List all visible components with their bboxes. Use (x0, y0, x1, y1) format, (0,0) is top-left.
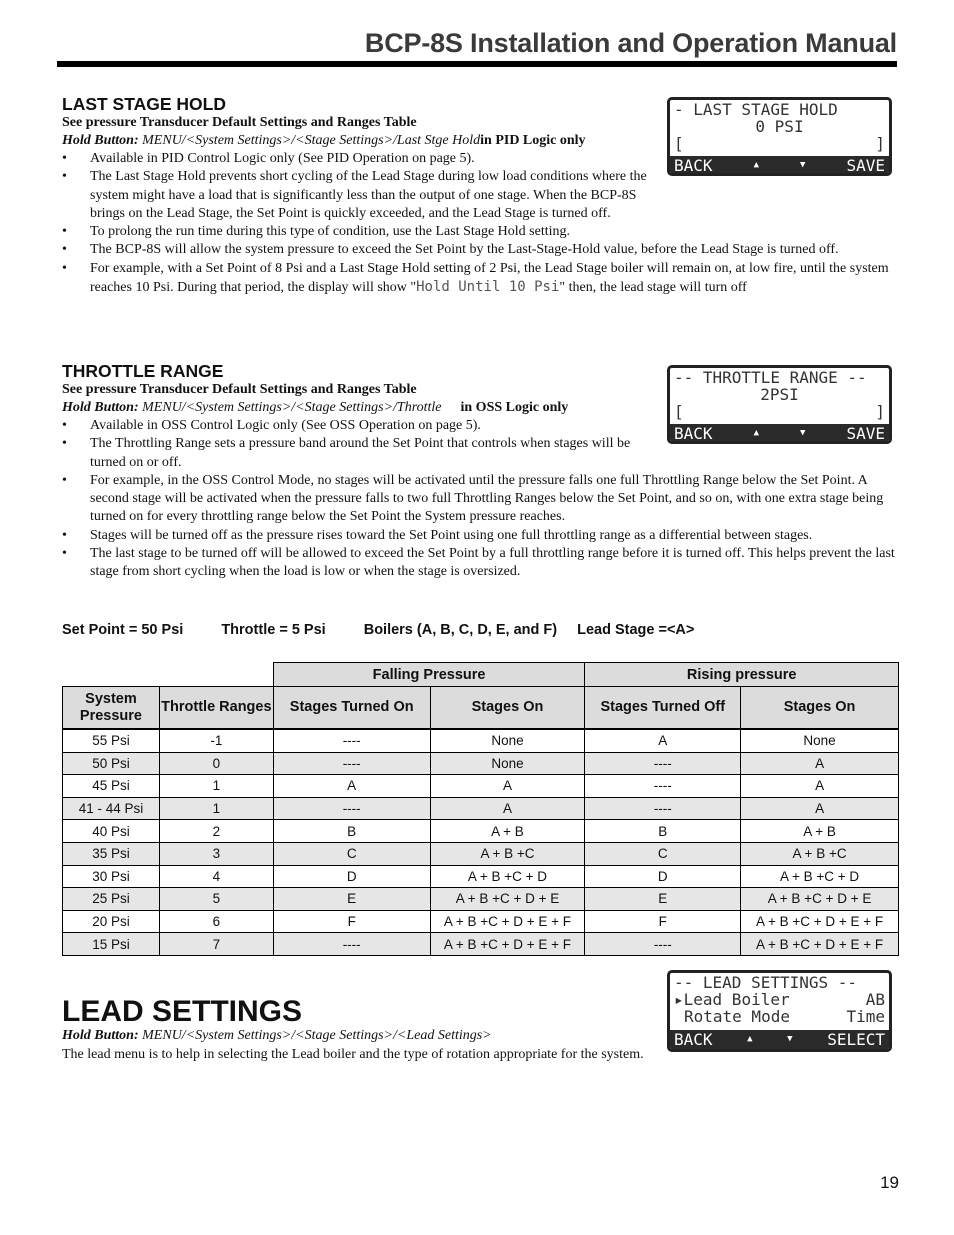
hold-label: Hold Button: (62, 133, 139, 148)
throttle-label: Throttle = 5 Psi (221, 622, 326, 638)
table-cell: A + B +C + D + E + F (741, 933, 899, 956)
table-cell: 6 (159, 910, 273, 933)
list-item: • The BCP-8S will allow the system pressure to exceed the Set Point by the Last-Stage-Hold value, before the Lead Stage is turned off. (62, 241, 898, 259)
table-cell: A + B (741, 820, 899, 843)
table-row (63, 842, 899, 865)
lcd-lead-boiler-label: Lead Boiler (683, 990, 790, 1009)
lcd-bracket-left: [ (674, 134, 684, 153)
header-rule (57, 61, 897, 67)
lcd-back-key[interactable]: BACK (674, 156, 713, 175)
example-post: " then, the lead stage will turn off (559, 280, 747, 296)
table-cell: 20 Psi (63, 910, 160, 933)
throttle-range-see-table: See pressure Transducer Default Settings and Ranges Table (62, 382, 417, 397)
table-cell: 15 Psi (63, 933, 160, 956)
table-body (63, 729, 899, 955)
lcd-line-1: - LAST STAGE HOLD (674, 100, 838, 119)
pointer-icon: ▸ (674, 990, 684, 1009)
table-cell: 25 Psi (63, 888, 160, 911)
down-arrow-icon[interactable]: ▼ (800, 428, 806, 438)
table-row (63, 933, 899, 956)
table-cell: A + B +C + D (741, 865, 899, 888)
falling-pressure-header: Falling Pressure (273, 663, 585, 687)
throttle-range-lcd (667, 365, 892, 444)
lcd-bracket-right: ] (875, 402, 885, 421)
table-cell: F (585, 910, 741, 933)
lcd-rotate-mode-value: Time (846, 1007, 885, 1026)
throttle-range-heading: THROTTLE RANGE (62, 361, 224, 381)
lcd-select-key[interactable]: SELECT (827, 1030, 885, 1049)
hold-label: Hold Button: (62, 1028, 139, 1043)
rising-pressure-header: Rising pressure (585, 663, 899, 687)
table-row (63, 775, 899, 798)
table-cell: None (430, 752, 585, 775)
down-arrow-icon[interactable]: ▼ (787, 1034, 793, 1044)
last-stage-hold-heading: LAST STAGE HOLD (62, 94, 226, 114)
table-cell: 4 (159, 865, 273, 888)
list-item: • To prolong the run time during this type of condition, use the Last Stage Hold setting. (62, 223, 898, 241)
up-arrow-icon[interactable]: ▲ (753, 160, 759, 170)
list-item (62, 435, 650, 472)
table-cell: A + B +C + D + E (741, 888, 899, 911)
bullet-text: The Throttling Range sets a pressure band around the Set Point that controls when stages will be turned on or off. (90, 436, 631, 470)
lcd-line-2: 0 PSI (755, 117, 804, 136)
table-row (63, 820, 899, 843)
staging-table (62, 662, 899, 956)
lcd-bracket-left: [ (674, 402, 684, 421)
table-cell: A + B +C + D + E + F (741, 910, 899, 933)
table-cell: ---- (585, 775, 741, 798)
table-cell: A + B +C + D (430, 865, 585, 888)
list-item: • Available in OSS Control Logic only (See OSS Operation on page 5). (62, 417, 898, 435)
hold-path: MENU/<System Settings>/<Stage Settings>/Throttle (138, 400, 442, 415)
table-cell: ---- (273, 797, 430, 820)
table-cell: A + B +C + D + E (430, 888, 585, 911)
lcd-bracket-row (670, 135, 889, 152)
lcd-line-2: 2PSI (760, 385, 799, 404)
lead-settings-body (62, 1027, 652, 1064)
lead-settings-lcd (667, 970, 892, 1052)
table-cell: 3 (159, 842, 273, 865)
table-cell: 50 Psi (63, 752, 160, 775)
lcd-lead-boiler-value: AB (865, 990, 885, 1009)
table-cell: A + B (430, 820, 585, 843)
lcd-back-key[interactable]: BACK (674, 424, 713, 443)
table-row (63, 752, 899, 775)
table-blank-corner (63, 663, 274, 687)
list-item: • The last stage to be turned off will be allowed to exceed the Set Point by a full throttling range before it is turned off. This helps prevent the last stage from short cycling when the load is low or when the stage is oversized. (62, 545, 898, 582)
example-pre: For example, with a Set Point of 8 Psi and a Last Stage Hold setting of 2 Psi, the Lead Stage boiler will remain on, at low fire, until the system reaches 10 Psi. During that period, the display will show " (90, 260, 889, 296)
table-cell: None (741, 729, 899, 752)
up-arrow-icon[interactable]: ▲ (753, 428, 759, 438)
table-cell: D (585, 865, 741, 888)
table-cell: 1 (159, 797, 273, 820)
lcd-bracket-row (670, 403, 889, 420)
hold-path: MENU/<System Settings>/<Stage Settings>/Last Stge Hold (138, 133, 481, 148)
table-cell: ---- (273, 752, 430, 775)
table-row (63, 865, 899, 888)
list-item: • For example, in the OSS Control Mode, no stages will be activated until the pressure falls one full Throttling Range below the Set Point. A second stage will be activated when the pressure falls to two full Throttling Ranges below the Set Point, and so on, with one extra stage being turned on for every throttling range below the Set Point the System pressure reaches. (62, 472, 898, 527)
set-point-label: Set Point = 50 Psi (62, 622, 184, 638)
table-cell: E (585, 888, 741, 911)
column-header: Throttle Ranges (159, 687, 273, 730)
list-item: • Available in PID Control Logic only (See PID Operation on page 5). (62, 150, 898, 168)
table-cell: A (430, 797, 585, 820)
table-cell: None (430, 729, 585, 752)
table-cell: A + B +C (741, 842, 899, 865)
table-cell: B (273, 820, 430, 843)
table-cell: A (741, 797, 899, 820)
table-cell: F (273, 910, 430, 933)
table-cell: ---- (585, 797, 741, 820)
hold-logic: in OSS Logic only (460, 400, 569, 415)
table-row (63, 729, 899, 752)
page-header-title: BCP-8S Installation and Operation Manual (364, 28, 897, 58)
lcd-line-1: -- THROTTLE RANGE -- (674, 368, 867, 387)
list-item (62, 168, 650, 223)
table-cell: 2 (159, 820, 273, 843)
example-lcd-text: Hold Until 10 Psi (416, 279, 560, 296)
table-row (63, 797, 899, 820)
lcd-save-key[interactable]: SAVE (846, 156, 885, 175)
column-header: Stages On (430, 687, 585, 730)
table-cell: A (741, 752, 899, 775)
list-item (62, 260, 898, 298)
lead-settings-heading: LEAD SETTINGS (62, 995, 303, 1028)
table-cell: A (585, 729, 741, 752)
table-cell: 5 (159, 888, 273, 911)
page-number: 19 (880, 1173, 899, 1192)
table-cell: 55 Psi (63, 729, 160, 752)
column-header: Stages Turned Off (585, 687, 741, 730)
lcd-softkey-bar (670, 424, 889, 443)
down-arrow-icon[interactable]: ▼ (800, 160, 806, 170)
table-cell: 41 - 44 Psi (63, 797, 160, 820)
table-cell: 7 (159, 933, 273, 956)
table-row (63, 910, 899, 933)
table-cell: 35 Psi (63, 842, 160, 865)
table-cell: 40 Psi (63, 820, 160, 843)
hold-logic: in PID Logic only (480, 133, 586, 148)
last-stage-hold-lcd (667, 97, 892, 176)
up-arrow-icon[interactable]: ▲ (747, 1034, 753, 1044)
table-cell: A (430, 775, 585, 798)
table-cell: ---- (273, 729, 430, 752)
table-cell: ---- (585, 752, 741, 775)
boilers-label: Boilers (A, B, C, D, E, and F) (363, 622, 558, 638)
lcd-back-key[interactable]: BACK (674, 1030, 713, 1049)
example-parameters (62, 622, 728, 638)
table-cell: C (585, 842, 741, 865)
lcd-softkey-bar (670, 1030, 889, 1049)
column-header: Stages On (741, 687, 899, 730)
table-cell: E (273, 888, 430, 911)
table-cell: A + B +C + D + E + F (430, 910, 585, 933)
table-cell: C (273, 842, 430, 865)
lcd-lead-boiler-row[interactable] (670, 991, 889, 1008)
lcd-softkey-bar (670, 156, 889, 175)
table-cell: 1 (159, 775, 273, 798)
table-cell: ---- (585, 933, 741, 956)
table-cell: 45 Psi (63, 775, 160, 798)
table-cell: -1 (159, 729, 273, 752)
lcd-rotate-mode-row[interactable] (670, 1008, 889, 1025)
table-cell: A + B +C + D + E + F (430, 933, 585, 956)
lcd-bracket-right: ] (875, 134, 885, 153)
list-item: • Stages will be turned off as the pressure rises toward the Set Point using one full throttling range as a differential between stages. (62, 527, 898, 545)
table-cell: ---- (273, 933, 430, 956)
table-cell: 30 Psi (63, 865, 160, 888)
table-row (63, 888, 899, 911)
table-cell: D (273, 865, 430, 888)
column-header: System Pressure (63, 687, 160, 730)
table-cell: A + B +C (430, 842, 585, 865)
table-cell: A (741, 775, 899, 798)
hold-path: MENU/<System Settings>/<Stage Settings>/<Lead Settings> (138, 1028, 492, 1043)
lcd-line-1: -- LEAD SETTINGS -- (674, 973, 858, 992)
column-header: Stages Turned On (273, 687, 430, 730)
table-cell: 0 (159, 752, 273, 775)
table-cell: B (585, 820, 741, 843)
lead-settings-hold-button (62, 1027, 652, 1045)
last-stage-hold-see-table: See pressure Transducer Default Settings and Ranges Table (62, 115, 417, 130)
lcd-rotate-mode-label: Rotate Mode (684, 1007, 790, 1026)
lead-stage-label: Lead Stage =<A> (577, 622, 695, 638)
bullet-text: The Last Stage Hold prevents short cycling of the Lead Stage during low load conditions where the system might have a load that is significantly less than the output of one stage. When the BCP-8S brings on the Lead Stage, the Set Point is quickly exceeded, and the Lead Stage is turned off. (90, 169, 647, 221)
table-cell: A (273, 775, 430, 798)
hold-label: Hold Button: (62, 400, 139, 415)
lead-settings-description: The lead menu is to help in selecting the Lead boiler and the type of rotation appropriate for the system. (62, 1047, 644, 1062)
lcd-save-key[interactable]: SAVE (846, 424, 885, 443)
